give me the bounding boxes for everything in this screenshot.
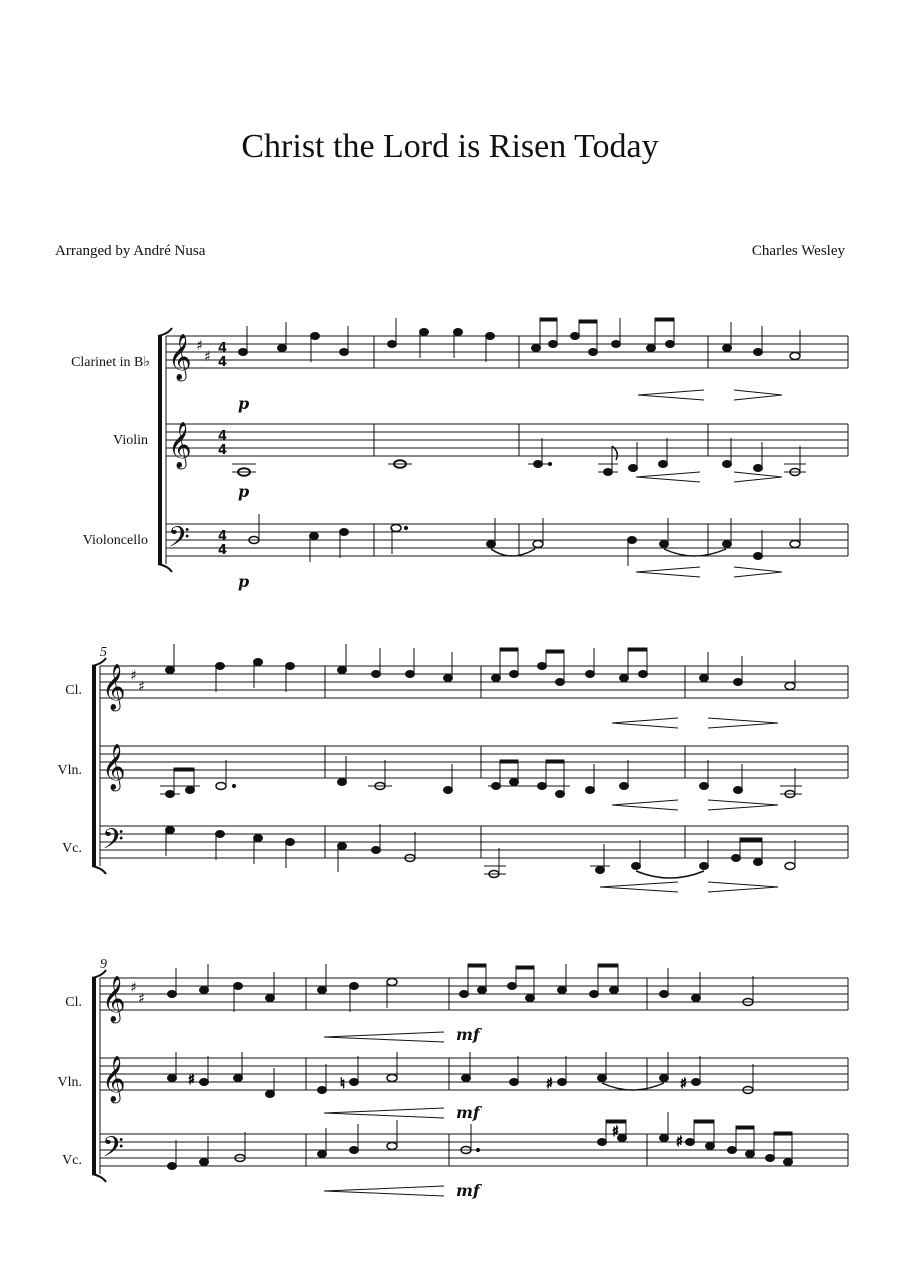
instrument-label-cello-short: Vc. [62, 1153, 82, 1168]
staff-clarinet [100, 978, 848, 1010]
key-sharp-f: ♯ [196, 338, 203, 354]
staff-violin [100, 1058, 848, 1090]
instrument-label-cello: Violoncello [82, 533, 148, 548]
staff-cello [100, 826, 848, 858]
dynamic-piano: p [238, 482, 250, 501]
treble-clef-icon: 𝄞 [102, 1056, 126, 1102]
instrument-label-clarinet: Clarinet in B♭ [71, 355, 150, 370]
time-sig-top: 4 [218, 429, 228, 444]
key-sharp-c: ♯ [138, 991, 145, 1007]
notes-cello-sys3 [168, 1112, 793, 1170]
hairpins-sys3 [324, 1032, 444, 1196]
accidental-sharp: ♯ [188, 1072, 195, 1088]
accidental-sharp: ♯ [676, 1134, 683, 1150]
instrument-label-clarinet-short: Cl. [65, 995, 82, 1010]
dynamic-mezzo-forte: mf [456, 1025, 480, 1044]
accidental-sharp: ♯ [612, 1124, 619, 1140]
key-sharp-f: ♯ [130, 668, 137, 684]
measure-number-9: 9 [100, 957, 107, 972]
key-sharp-c: ♯ [138, 679, 145, 695]
time-sig-bottom: 4 [218, 355, 228, 370]
bass-clef-icon: 𝄢 [102, 823, 124, 863]
accidental-sharp: ♯ [680, 1076, 687, 1092]
instrument-label-violin-short: Vln. [57, 763, 82, 778]
time-sig-bottom: 4 [218, 443, 228, 458]
dynamic-piano: p [238, 572, 250, 591]
notes-clarinet-sys3 [168, 964, 754, 1012]
instrument-label-violin-short: Vln. [57, 1075, 82, 1090]
score-title: Christ the Lord is Risen Today [241, 128, 659, 165]
staff-cello [166, 524, 848, 556]
dynamic-mezzo-forte: mf [456, 1103, 480, 1122]
instrument-label-clarinet-short: Cl. [65, 683, 82, 698]
notes-clarinet-sys2 [166, 644, 796, 692]
treble-clef-icon: 𝄞 [168, 334, 192, 380]
time-sig-bottom: 4 [218, 543, 228, 558]
dynamic-piano: p [238, 394, 250, 413]
notes-violin-sys3 [168, 1052, 754, 1098]
treble-clef-icon: 𝄞 [102, 744, 126, 790]
staff-violin [166, 424, 848, 456]
arranger-credit: Arranged by André Nusa [55, 243, 206, 259]
treble-clef-icon: 𝄞 [102, 664, 126, 710]
treble-clef-icon: 𝄞 [168, 422, 192, 468]
instrument-label-cello-short: Vc. [62, 841, 82, 856]
accidental-natural: ♮ [340, 1076, 346, 1092]
barlines [374, 336, 848, 556]
system-3 [58, 957, 849, 1200]
key-sharp-c: ♯ [204, 349, 211, 365]
accidental-sharp: ♯ [546, 1076, 553, 1092]
composer-credit: Charles Wesley [751, 243, 845, 259]
dynamic-mezzo-forte: mf [456, 1181, 480, 1200]
system-2 [58, 644, 849, 892]
bass-clef-icon: 𝄢 [168, 521, 190, 561]
hairpins-sys1 [636, 390, 782, 577]
system-1 [71, 318, 848, 591]
staff-clarinet [166, 336, 848, 368]
time-sig-top: 4 [218, 529, 228, 544]
bass-clef-icon: 𝄢 [102, 1131, 124, 1171]
instrument-label-violin: Violin [113, 433, 148, 448]
notes-cello-sys2 [166, 824, 796, 878]
hairpins-sys2 [600, 718, 778, 892]
treble-clef-icon: 𝄞 [102, 976, 126, 1022]
measure-number-5: 5 [100, 645, 107, 660]
time-sig-top: 4 [218, 341, 228, 356]
key-sharp-f: ♯ [130, 980, 137, 996]
staff-violin [100, 746, 848, 778]
